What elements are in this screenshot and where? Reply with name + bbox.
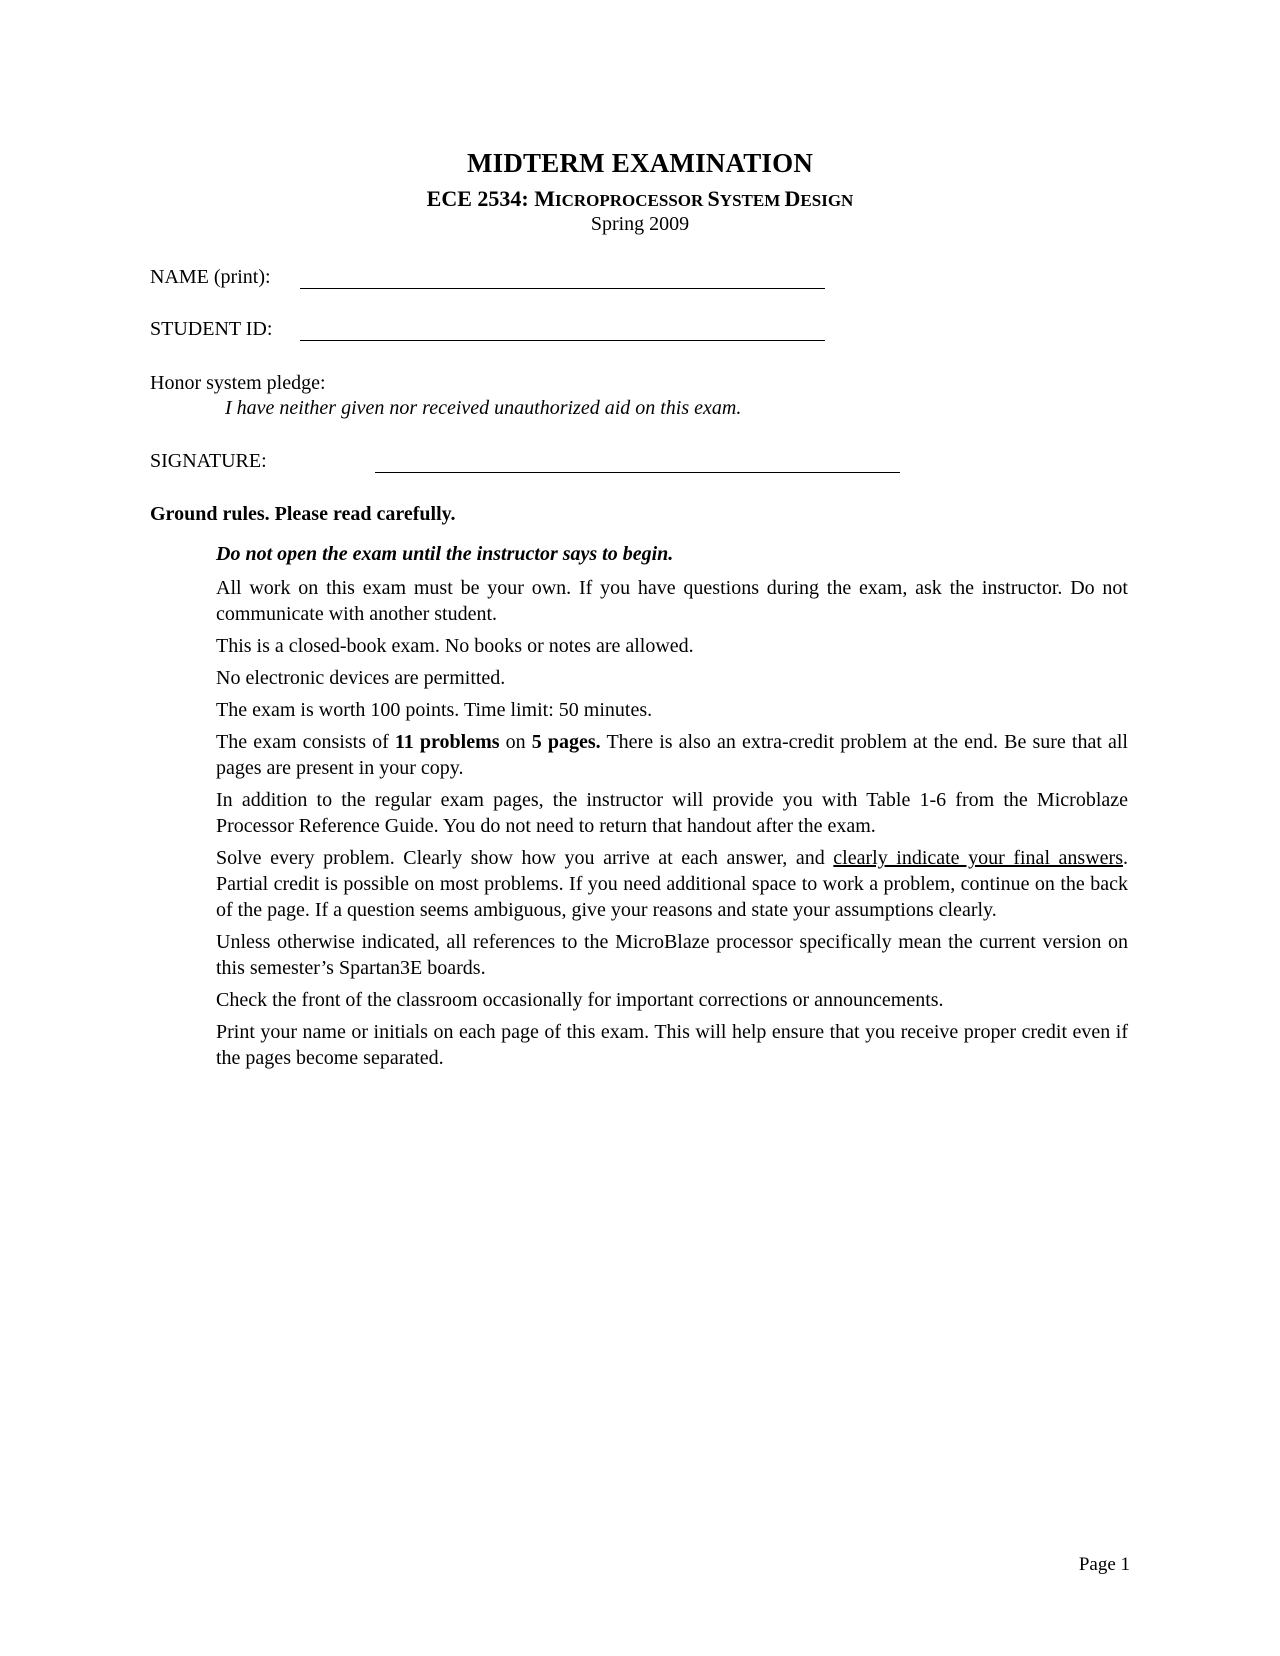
course-name-part: M <box>534 186 555 211</box>
ground-rules-list <box>216 541 1128 1077</box>
rule-solve-text: . Partial credit is possible on most problems. If you need additional space to work a problem, continue on the back of the page. If a question seems ambiguous, give your reasons and state your assumptions clearly. <box>216 847 1128 921</box>
page-number: Page 1 <box>1078 1554 1130 1575</box>
course-name-part: YSTEM <box>719 191 785 210</box>
ground-rules-heading: Ground rules. Please read carefully. <box>150 503 456 525</box>
rule-consists-text: The exam consists of <box>216 731 395 753</box>
rule-points: The exam is worth 100 points. Time limit: 50 minutes. <box>216 699 653 721</box>
rule-solve-emphasis: clearly indicate your final answers <box>833 847 1123 869</box>
course-title <box>0 186 1280 212</box>
course-name-part: ESIGN <box>800 191 854 210</box>
course-name-part: D <box>784 186 801 211</box>
student-id-label: STUDENT ID: <box>150 318 273 340</box>
student-id-field <box>150 318 272 341</box>
signature-label: SIGNATURE: <box>150 450 267 472</box>
course-name-part: ICROPROCESSOR <box>554 191 708 210</box>
rule-handout: In addition to the regular exam pages, the instructor will provide you with Table 1-6 from the Microblaze Processor Reference Guide. You do not need to return that handout after the exam. <box>216 789 1128 837</box>
rule-consists <box>216 729 1128 781</box>
rule-initials: Print your name or initials on each page of this exam. This will help ensure that you receive proper credit even if the pages become separated. <box>216 1021 1128 1069</box>
course-name-part: S <box>707 186 720 211</box>
pledge-text: I have neither given nor received unauthorized aid on this exam. <box>225 397 742 419</box>
signature-field <box>150 450 267 473</box>
signature-blank-line <box>375 472 900 473</box>
page-count: 5 pages. <box>531 731 601 753</box>
rule-consists-text: on <box>499 731 532 753</box>
rule-electronics: No electronic devices are permitted. <box>216 667 506 689</box>
name-label: NAME (print): <box>150 266 271 288</box>
rule-solve-text: Solve every problem. Clearly show how you arrive at each answer, and <box>216 847 834 869</box>
name-field <box>150 266 271 289</box>
rule-classroom: Check the front of the classroom occasionally for important corrections or announcements. <box>216 989 944 1011</box>
rule-do-not-open: Do not open the exam until the instructor says to begin. <box>216 543 674 565</box>
exam-term: Spring 2009 <box>590 213 690 235</box>
rule-solve <box>216 845 1128 923</box>
pledge-label: Honor system pledge: <box>150 372 326 394</box>
exam-title: MIDTERM EXAMINATION <box>466 148 814 178</box>
rule-microblaze: Unless otherwise indicated, all references to the MicroBlaze processor specifically mean the current version on this semester’s Spartan3E boards. <box>216 931 1128 979</box>
rule-own-work: All work on this exam must be your own. If you have questions during the exam, ask the instructor. Do not communicate with another student. <box>216 577 1128 625</box>
rule-closed-book: This is a closed-book exam. No books or notes are allowed. <box>216 635 694 657</box>
student-id-blank-line <box>300 340 825 341</box>
rule-consists-text: There is also an extra-credit problem at the end. Be sure that all pages are present in your copy. <box>216 731 1128 779</box>
problem-count: 11 problems <box>394 731 500 753</box>
course-prefix: ECE 2534: <box>426 186 535 211</box>
name-blank-line <box>300 288 825 289</box>
